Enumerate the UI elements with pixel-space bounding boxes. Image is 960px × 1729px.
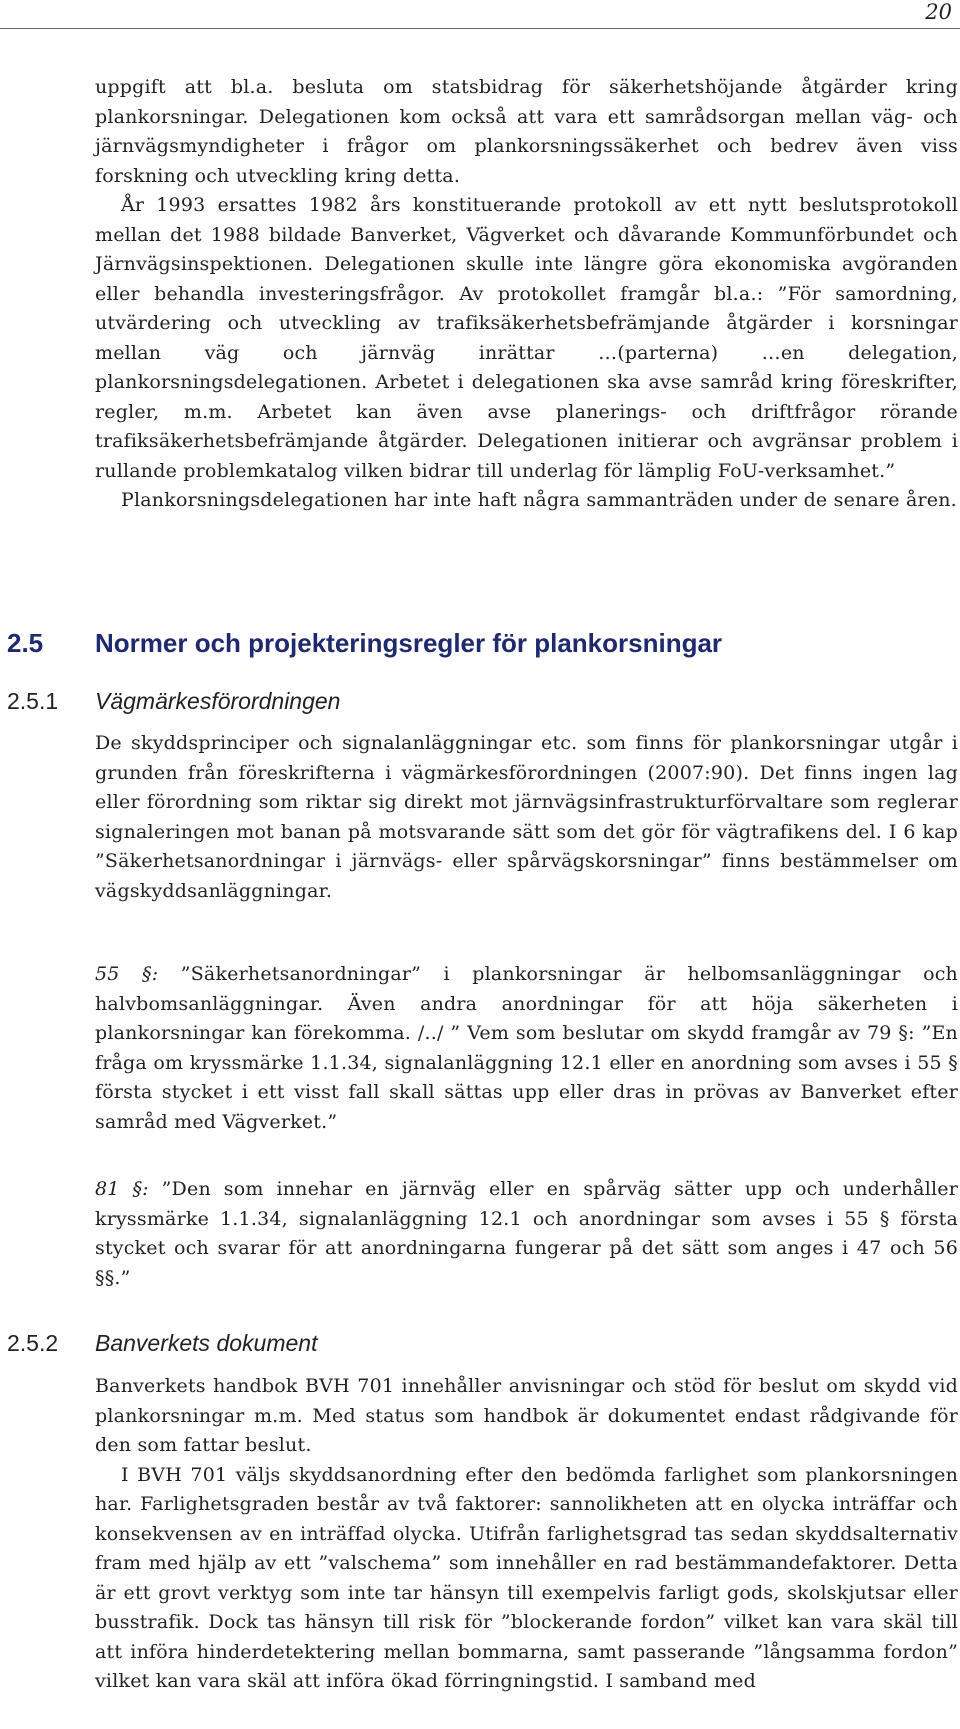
quote-text: ”Säkerhetsanordningar” i plankorsningar är helbomsanläggningar och halvbomsanläggningar. Även andra anordningar för att höja säkerheten i plankorsningar kan förekomma. /../ ” Vem som beslutar om skydd framgår av 79 §: ”En fråga om kryssmärke 1.1.34, signalanläggning 12.1 eller en anordning som avses i 55 § första stycket i ett visst fall skall sättas upp eller dras in prövas av Banverket efter samråd med Vägverket.”: [95, 963, 958, 1133]
paragraph: I BVH 701 väljs skyddsanordning efter den bedömda farlighet som plankorsningen har. Farlighetsgraden består av två faktorer: sannolikheten att en olycka inträffar och konsekvensen av en inträffad olycka. Utifrån farlighetsgrad tas sedan skyddsalternativ fram med hjälp av ett ”valschema” som innehåller en rad bestämmandefaktorer. Detta är ett grovt verktyg som inte tar hänsyn till exempelvis farligt gods, skolskjutsar eller busstrafik. Dock tas hänsyn till risk för ”blockerande fordon” vilket kan vara skäl till att införa hinderdetektering mellan bommarna, samt passerande ”långsamma fordon” vilket kan vara skäl att införa ökad förringningstid. I samband med: [95, 1463, 958, 1692]
subsection-number: 2.5.1: [7, 688, 59, 714]
paragraph: De skyddsprinciper och signalanläggningar etc. som finns för plankorsningar utgår i grunden från föreskrifterna i vägmärkesförordningen (2007:90). Det finns ingen lag eller förordning som riktar sig direkt mot järnvägsinfrastrukturförvaltare som reglerar signaleringen mot banan på motsvarande sätt som det gör för vägtrafikens del. I 6 kap ”Säkerhetsanordningar i järnvägs- eller spårvägskorsningar” finns bestämmelser om vägskyddsanläggningar.: [95, 732, 958, 902]
quote-55: [95, 960, 958, 1137]
subsection-heading-2-5-2: [7, 1330, 317, 1357]
intro-paragraph-2: År 1993 ersattes 1982 års konstituerande protokoll av ett nytt beslutsprotokoll mellan det 1988 bildade Banverket, Vägverket och dåvarande Kommunförbundet och Järnvägsinspektionen. Delegationen skulle inte längre göra ekonomiska avgöranden eller behandla investeringsfrågor. Av protokollet framgår bl.a.: ”För samordning, utvärdering och utveckling av trafiksäkerhetsbefrämjande åtgärder i korsningar mellan väg och järnväg inrättar …(parterna) …en delegation, plankorsningsdelegationen. Arbetet i delegationen ska avse samråd kring föreskrifter, regler, m.m. Arbetet kan även avse planerings- och driftfrågor rörande trafiksäkerhetsbefrämjande åtgärder. Delegationen initierar och avgränsar problem i rullande problemkatalog vilken bidrar till underlag för lämplig FoU-verksamhet.”: [95, 194, 958, 482]
section-title: Normer och projekteringsregler för plankorsningar: [95, 628, 723, 658]
paragraph: Banverkets handbok BVH 701 innehåller anvisningar och stöd för beslut om skydd vid plankorsningar m.m. Med status som handbok är dokumentet endast rådgivande för den som fattar beslut.: [95, 1375, 958, 1456]
quote-ref: 55 §:: [95, 963, 159, 985]
section-heading-2-5: [7, 628, 722, 659]
header-rule: [0, 28, 960, 29]
subsection-title: Banverkets dokument: [95, 1330, 318, 1356]
intro-paragraph-1: uppgift att bl.a. besluta om statsbidrag för säkerhetshöjande åtgärder kring plankorsningar. Delegationen kom också att vara ett samrådsorgan mellan väg- och järnvägsmyndigheter i frågor om plankorsningssäkerhet och bedrev även viss forskning och utveckling kring detta.: [95, 76, 958, 187]
intro-paragraph-3: Plankorsningsdelegationen har inte haft några sammanträden under de senare åren.: [121, 489, 957, 511]
subsection-title: Vägmärkesförordningen: [95, 688, 341, 714]
intro-text: [95, 73, 958, 516]
section-2-5-2-text: [95, 1372, 958, 1697]
page-number: 20: [925, 0, 952, 24]
subsection-heading-2-5-1: [7, 688, 340, 715]
section-number: 2.5: [7, 628, 44, 658]
quote-paragraph: [95, 960, 958, 1137]
quote-paragraph: [95, 1175, 958, 1293]
quote-81: [95, 1175, 958, 1293]
quote-text: ”Den som innehar en järnväg eller en spårväg sätter upp och underhåller kryssmärke 1.1.34, signalanläggning 12.1 och anordningar som avses i 55 § första stycket och svarar för att anordningarna fungerar på det sätt som anges i 47 och 56 §§.”: [95, 1178, 958, 1289]
section-2-5-1-text: [95, 729, 958, 906]
subsection-number: 2.5.2: [7, 1330, 59, 1356]
quote-ref: 81 §:: [95, 1178, 149, 1200]
